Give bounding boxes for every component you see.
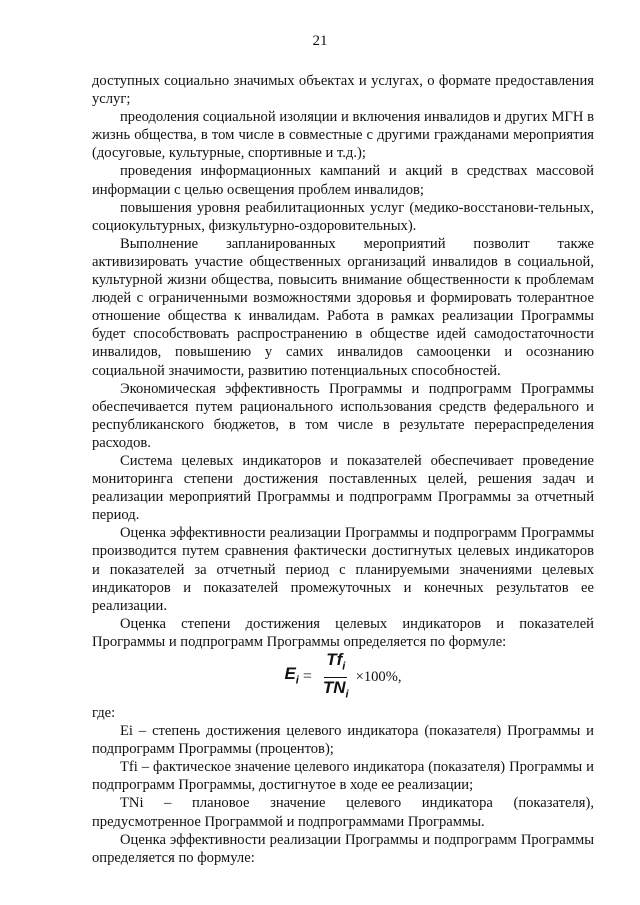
formula-fraction xyxy=(321,651,351,703)
paragraphs-after-formula xyxy=(92,704,594,867)
formula-lhs: $E_i$ xyxy=(284,663,299,687)
paragraph: Оценка степени достижения целевых индикаторов и показателей Программы и подпрограмм Программы определяется по формуле: xyxy=(92,615,594,650)
paragraphs-before-formula xyxy=(92,72,594,651)
formula-achievement-degree xyxy=(92,650,594,700)
formula-equals: = xyxy=(302,667,312,685)
paragraph: TNi – плановое значение целевого индикатора (показателя), предусмотренное Программой и подпрограммами Программы. xyxy=(92,795,594,830)
paragraph: Оценка эффективности реализации Программы и подпрограмм Программы производится путем сравнения фактически достигнутых целевых индикаторов и показателей за отчетный период с планируемыми значениями целевых индикаторов и показателей промежуточных и конечных результатов ее реализации. xyxy=(92,525,594,614)
paragraph: Оценка эффективности реализации Программы и подпрограмм Программы определяется по формуле: xyxy=(92,831,594,866)
formula-denominator: $TN_i$ xyxy=(322,677,349,700)
document-body xyxy=(92,72,594,867)
formula-multiplier: ×100%, xyxy=(355,668,402,685)
paragraph: Tfi – фактическое значение целевого индикатора (показателя) Программы и подпрограмм Программы, достигнутое в ходе ее реализации; xyxy=(92,759,594,794)
paragraph: Система целевых индикаторов и показателей обеспечивает проведение мониторинга степени достижения поставленных целей, решения задач и реализации мероприятий Программы и подпрограмм Программы за отчетный период. xyxy=(92,452,594,524)
paragraph: преодоления социальной изоляции и включения инвалидов и других МГН в жизнь общества, в том числе в совместные с другими гражданами мероприятия (досуговые, культурные, спортивные и т.д.); xyxy=(92,109,594,162)
paragraph: Экономическая эффективность Программы и подпрограмм Программы обеспечивается путем рационального использования средств федерального и республиканского бюджетов, в том числе в результате перераспределения расходов. xyxy=(92,380,594,451)
formula-numerator: $Tf_i$ xyxy=(324,651,347,677)
paragraph: Ei – степень достижения целевого индикатора (показателя) Программы и подпрограмм Программы (процентов); xyxy=(92,723,594,758)
page-number: 21 xyxy=(312,33,328,49)
paragraph: доступных социально значимых объектах и услугах, о формате предоставления услуг; xyxy=(92,73,594,108)
paragraph: Выполнение запланированных мероприятий позволит также активизировать участие общественных организаций инвалидов в социальной, культурной жизни общества, повысить внимание общественности к проблемам людей с ограниченными возможностями здоровья и формировать толерантное отношение общества к инвалидам. Работа в рамках реализации Программы будет способствовать распространению в обществе идей самодостаточности инвалидов, повышению у самих инвалидов самооценки и осознанию социальной значимости, развитию потенциальных способностей. xyxy=(92,235,594,379)
paragraph: где: xyxy=(92,705,116,721)
paragraph: повышения уровня реабилитационных услуг (медико-восстанови-тельных, социокультурных, физкультурно-оздоровительных). xyxy=(92,199,594,234)
paragraph: проведения информационных кампаний и акций в средствах массовой информации с целью освещения проблем инвалидов; xyxy=(92,163,594,198)
